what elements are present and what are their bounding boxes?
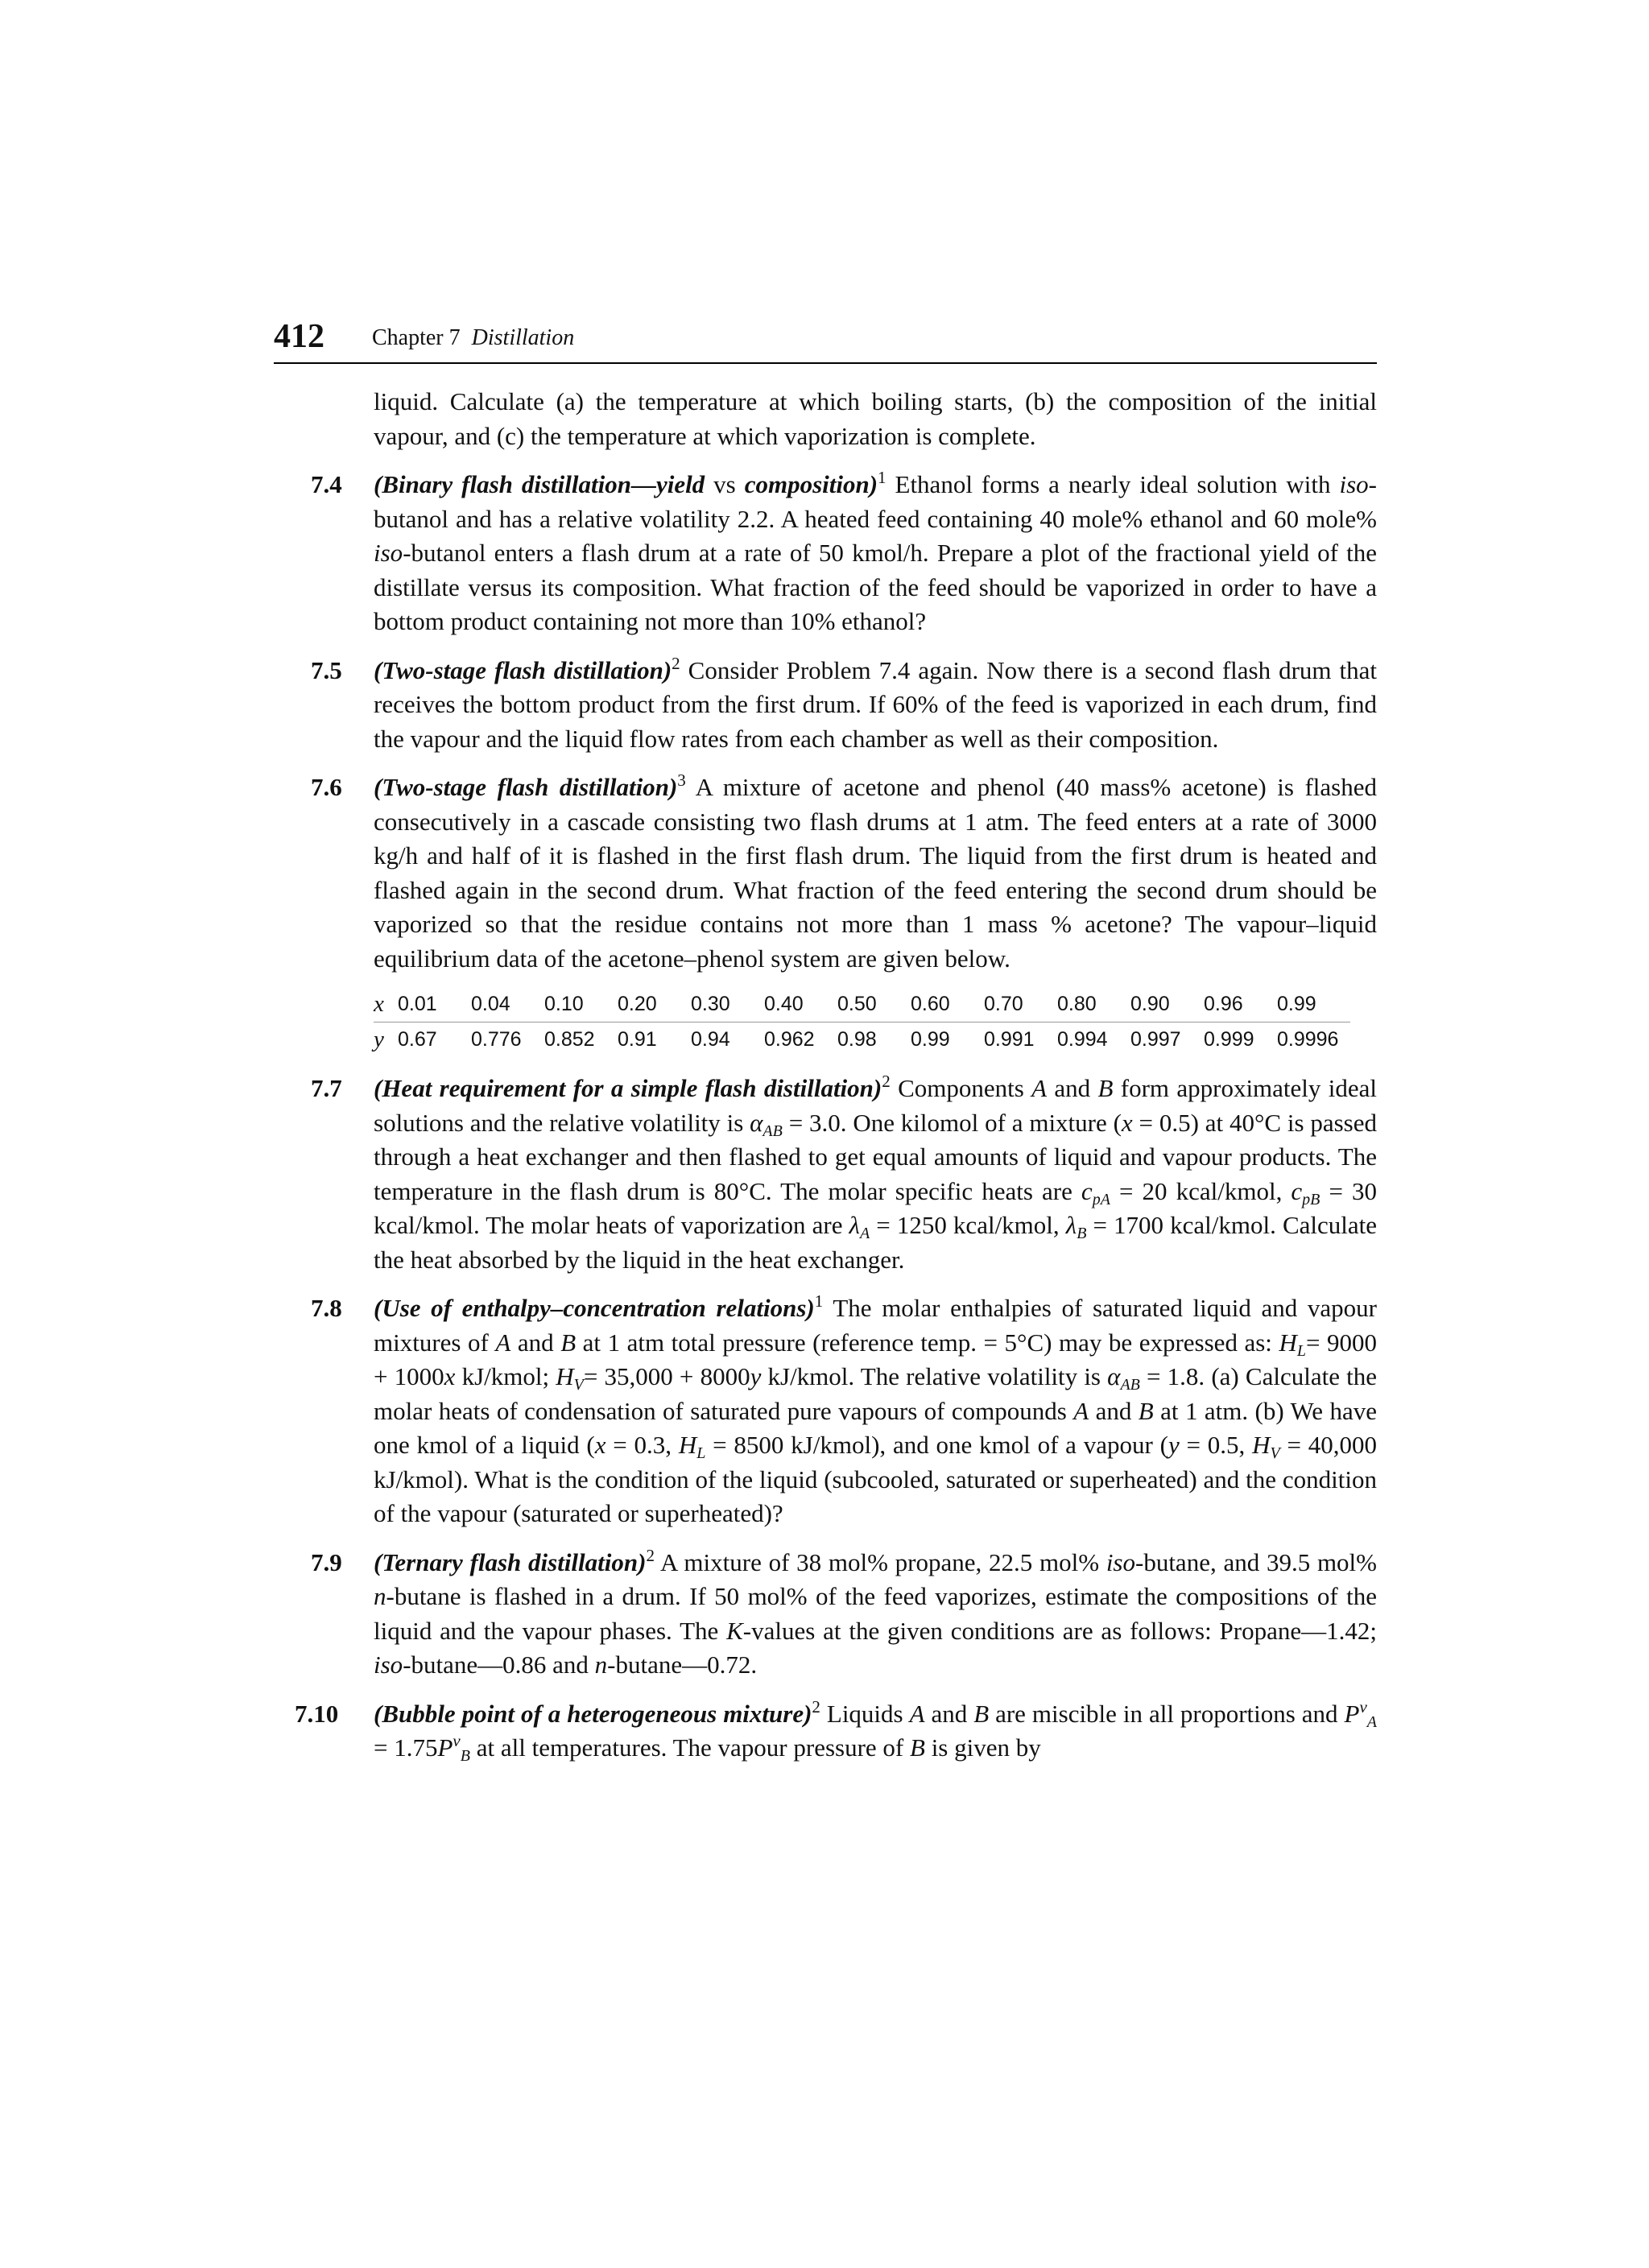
table-cell: 0.04 [471, 987, 544, 1022]
problem-number: 7.4 [311, 470, 342, 498]
difficulty-level: 2 [812, 1696, 820, 1716]
table-cell: 0.991 [984, 1028, 1035, 1051]
problem-7-5 [274, 654, 1377, 757]
row-label-y: y [374, 1027, 384, 1052]
problem-number: 7.9 [311, 1547, 342, 1576]
page-header [274, 316, 1377, 364]
problem-number: 7.10 [295, 1699, 339, 1728]
table-cell: 0.80 [1057, 987, 1130, 1022]
table-cell: 0.9996 [1277, 1028, 1339, 1051]
difficulty-level: 3 [677, 770, 686, 790]
continued-text: liquid. Calculate (a) the temperature at which boiling starts, (b) the composition of the initial vapour, and (c) the temperature at which vaporization is complete. [374, 387, 1377, 450]
problem-title: (Ternary flash distillation) [374, 1547, 647, 1576]
table-cell: 0.60 [911, 987, 984, 1022]
table-cell: 0.99 [911, 1028, 950, 1051]
problem-7-7 [274, 1072, 1377, 1277]
vle-data-table [374, 987, 1350, 1057]
problem-text: (Use of enthalpy–concentration relations)$^1$ The molar enthalpies of saturated liquid and vapour mixtures of A and B at 1 atm total pressure (reference temp. = 5°C) may be expressed as: $H_L= 9000 + 1000x$ kJ/kmol; $H_V= 35,000 + 8000y$ kJ/kmol. The relative volatility is $\alpha_{AB} = 1.8$. (a) Calculate the molar heats of condensation of saturated pure vapours of compounds A and B at 1 atm. (b) We have one kmol of a liquid (x = 0.3, $H_L = 8500$ kJ/kmol), and one kmol of a vapour (y = 0.5, $H_V = 40,000$ kJ/kmol). What is the condition of the liquid (subcooled, saturated or superheated) and the condition of the vapour (saturated or superheated)? [374, 1291, 1378, 1527]
table-cell: 0.999 [1204, 1028, 1254, 1051]
problem-text: (Two-stage flash distillation)$^3$ A mixture of acetone and phenol (40 mass% acetone) is flashed consecutively in a cascade consisting two flash drums at 1 atm. The feed enters at a rate of 3000 kg/h and half of it is flashed in the first flash drum. The liquid from the first drum is heated and flashed again in the second drum. What fraction of the feed entering the second drum should be vaporized so that the residue contains not more than 1 mass % acetone? The vapour–liquid equilibrium data of the acetone–phenol system are given below. [374, 770, 1377, 973]
table-cell: 0.994 [1057, 1028, 1108, 1051]
problem-title: (Heat requirement for a simple flash distillation) [374, 1074, 882, 1102]
problem-text: (Bubble point of a heterogeneous mixture)$^2$ Liquids A and B are miscible in all proportions and $P^v_A = 1.75P^v_B$ at all temperatures. The vapour pressure of B is given by [374, 1696, 1377, 1765]
table-cell: 0.01 [398, 987, 471, 1022]
problem-7-9 [274, 1546, 1377, 1683]
table-cell: 0.40 [764, 987, 837, 1022]
table-cell: 0.90 [1130, 987, 1204, 1022]
table-cell: 0.776 [471, 1028, 522, 1051]
difficulty-level: 1 [814, 1291, 824, 1311]
difficulty-level: 2 [646, 1545, 655, 1565]
problem-7-10 [274, 1697, 1377, 1766]
problem-title: (Bubble point of a heterogeneous mixture) [374, 1699, 812, 1728]
problem-7-4 [274, 468, 1377, 639]
problem-7-8 [274, 1291, 1377, 1531]
table-cell: 0.50 [837, 987, 911, 1022]
problem-number: 7.6 [311, 773, 342, 801]
page-body [274, 385, 1377, 1766]
problem-text: (Heat requirement for a simple flash distillation)$^2$ Components A and B form approximately ideal solutions and the relative volatility is $\alpha_{AB} = 3.0$. One kilomol of a mixture (x = 0.5) at 40°C is passed through a heat exchanger and then flashed to get equal amounts of liquid and vapour products. The temperature in the flash drum is 80°C. The molar specific heats are $c_{pA} = 20$ kcal/kmol, $c_{pB} = 30$ kcal/kmol. The molar heats of vaporization are $\lambda_A = 1250$ kcal/kmol, $\lambda_B = 1700$ kcal/kmol. Calculate the heat absorbed by the liquid in the heat exchanger. [374, 1072, 1377, 1274]
page-number: 412 [274, 318, 324, 355]
problem-title: (Two-stage flash distillation) [374, 773, 678, 801]
table-cell: 0.852 [544, 1028, 595, 1051]
table-cell: 0.91 [618, 1028, 657, 1051]
table-cell: 0.99 [1277, 987, 1350, 1022]
table-cell: 0.96 [1204, 987, 1277, 1022]
table-cell: 0.997 [1130, 1028, 1181, 1051]
problem-text: (Ternary flash distillation)$^2$ A mixture of 38 mol% propane, 22.5 mol% iso-butane, and 39.5 mol% n-butane is flashed in a drum. If 50 mol% of the feed vaporizes, estimate the compositions of the liquid and the vapour phases. The K-values at the given conditions are as follows: Propane—1.42; iso-butane—0.86 and n-butane—0.72. [374, 1545, 1377, 1679]
problem-number: 7.7 [311, 1074, 342, 1102]
table-row-y [374, 1022, 1350, 1058]
table-cell: 0.962 [764, 1028, 815, 1051]
table-cell: 0.20 [618, 987, 691, 1022]
problem-title: (Two-stage flash distillation) [374, 655, 672, 684]
row-label-x: x [374, 987, 398, 1022]
table-cell: 0.10 [544, 987, 618, 1022]
difficulty-level: 2 [672, 653, 680, 673]
problem-text: (Two-stage flash distillation)$^2$ Consider Problem 7.4 again. Now there is a second flash drum that receives the bottom product from the first drum. If 60% of the feed is vaporized in each drum, find the vapour and the liquid flow rates from each chamber as well as their composition. [374, 653, 1378, 753]
problem-title: (Binary flash distillation—yield vs composition) [374, 470, 878, 498]
difficulty-level: 2 [882, 1072, 891, 1091]
problem-text: (Binary flash distillation—yield vs composition)$^1$ Ethanol forms a nearly ideal solution with iso-butanol and has a relative volatility 2.2. A heated feed containing 40 mole% ethanol and 60 mole% iso-butanol enters a flash drum at a rate of 50 kmol/h. Prepare a plot of the fractional yield of the distillate versus its composition. What fraction of the feed should be vaporized in order to have a bottom product containing not more than 10% ethanol? [374, 468, 1377, 635]
chapter-title: Distillation [471, 325, 575, 350]
problem-number: 7.8 [311, 1294, 342, 1322]
problem-title: (Use of enthalpy–concentration relations) [374, 1294, 815, 1322]
table-cell: 0.30 [691, 987, 764, 1022]
problem-number: 7.5 [311, 655, 342, 684]
running-head [372, 324, 574, 353]
difficulty-level: 1 [878, 468, 886, 487]
table-row-x [374, 987, 1350, 1022]
problem-7-6 [274, 770, 1377, 1057]
chapter-label: Chapter 7 [372, 325, 461, 350]
table-cell: 0.94 [691, 1028, 730, 1051]
table-cell: 0.98 [837, 1028, 877, 1051]
table-cell: 0.70 [984, 987, 1057, 1022]
table-cell: 0.67 [398, 1028, 437, 1051]
